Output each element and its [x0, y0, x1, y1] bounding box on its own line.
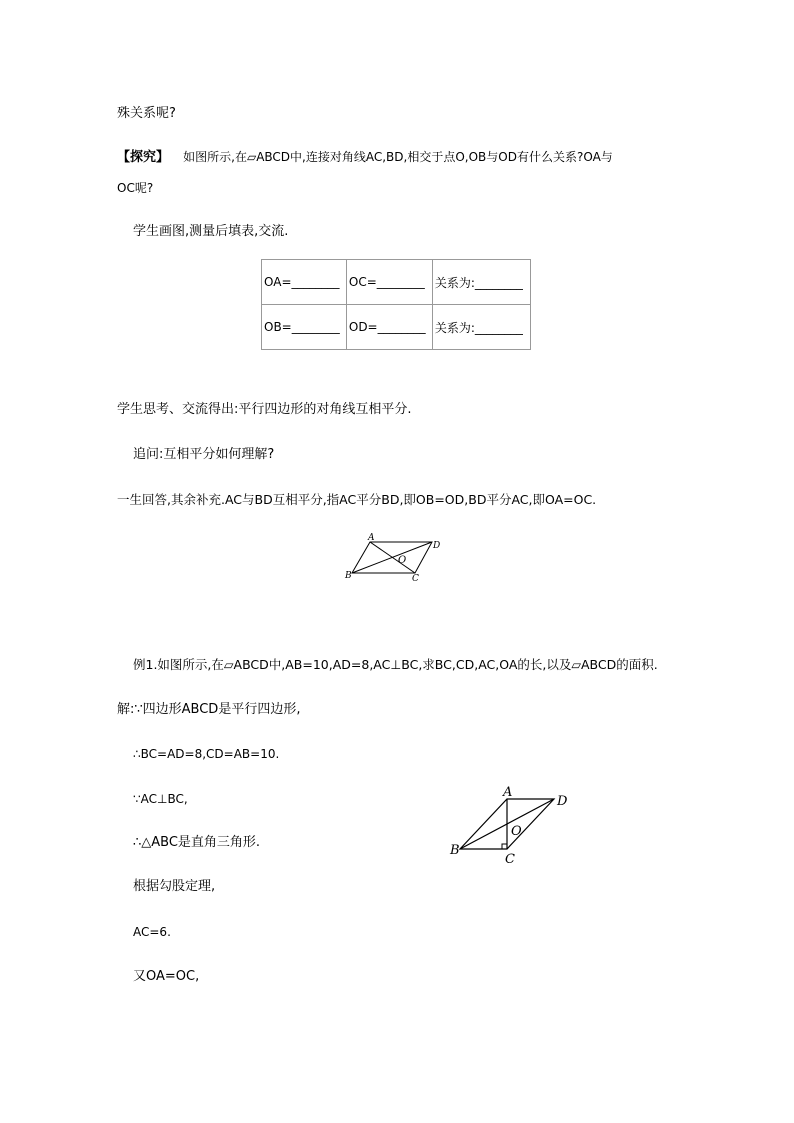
student-draw-text: 学生画图,测量后填表,交流. — [133, 224, 289, 239]
table-cell: OA=________ — [262, 260, 347, 305]
table-cell: 关系为:________ — [432, 260, 530, 305]
table-row — [262, 305, 531, 350]
explore-tag: 【探究】 — [117, 150, 170, 165]
parallelogram-figure-2 — [440, 778, 580, 870]
parallelogram-figure-1 — [340, 530, 450, 585]
text-line: 殊关系呢? — [117, 106, 176, 121]
solution-line: 根据勾股定理, — [133, 879, 216, 894]
label-b: B — [450, 843, 460, 858]
followup-text: 追问:互相平分如何理解? — [133, 447, 275, 462]
solution-line: ∴BC=AD=8,CD=AB=10. — [133, 747, 280, 761]
solution-line: 又OA=OC, — [133, 969, 200, 984]
table-row — [262, 260, 531, 305]
label-b: B — [345, 571, 352, 581]
right-angle-mark — [502, 844, 507, 849]
diagonal-bd — [352, 542, 432, 573]
fill-in-table — [261, 259, 531, 350]
label-d: D — [433, 541, 441, 551]
table-cell: OD=________ — [346, 305, 432, 350]
example-text: 例1.如图所示,在▱ABCD中,AB=10,AD=8,AC⊥BC,求BC,CD,AC,OA的长,以及▱ABCD的面积. — [133, 657, 658, 672]
label-c: C — [412, 574, 419, 584]
table-cell: 关系为:________ — [432, 305, 530, 350]
explore-text: 如图所示,在▱ABCD中,连接对角线AC,BD,相交于点O,OB与OD有什么关系?OA与 — [183, 150, 613, 164]
explore-paragraph — [117, 148, 613, 167]
solution-line: AC=6. — [133, 925, 171, 939]
solution-line: ∴△ABC是直角三角形. — [133, 835, 261, 850]
explore-continuation: OC呢? — [117, 181, 154, 195]
table-cell: OC=________ — [346, 260, 432, 305]
label-a: A — [503, 785, 513, 800]
solution-head: 解:∵四边形ABCD是平行四边形, — [117, 702, 301, 717]
answer-text: 一生回答,其余补充.AC与BD互相平分,指AC平分BD,即OB=OD,BD平分AC,即OA=OC. — [117, 492, 597, 507]
solution-line: ∵AC⊥BC, — [133, 792, 188, 806]
label-a: A — [368, 533, 375, 543]
label-o: O — [511, 824, 522, 839]
table-cell: OB=________ — [262, 305, 347, 350]
label-c: C — [505, 852, 515, 867]
conclusion-text: 学生思考、交流得出:平行四边形的对角线互相平分. — [117, 402, 412, 417]
label-d: D — [557, 794, 568, 809]
label-o: O — [398, 555, 407, 566]
